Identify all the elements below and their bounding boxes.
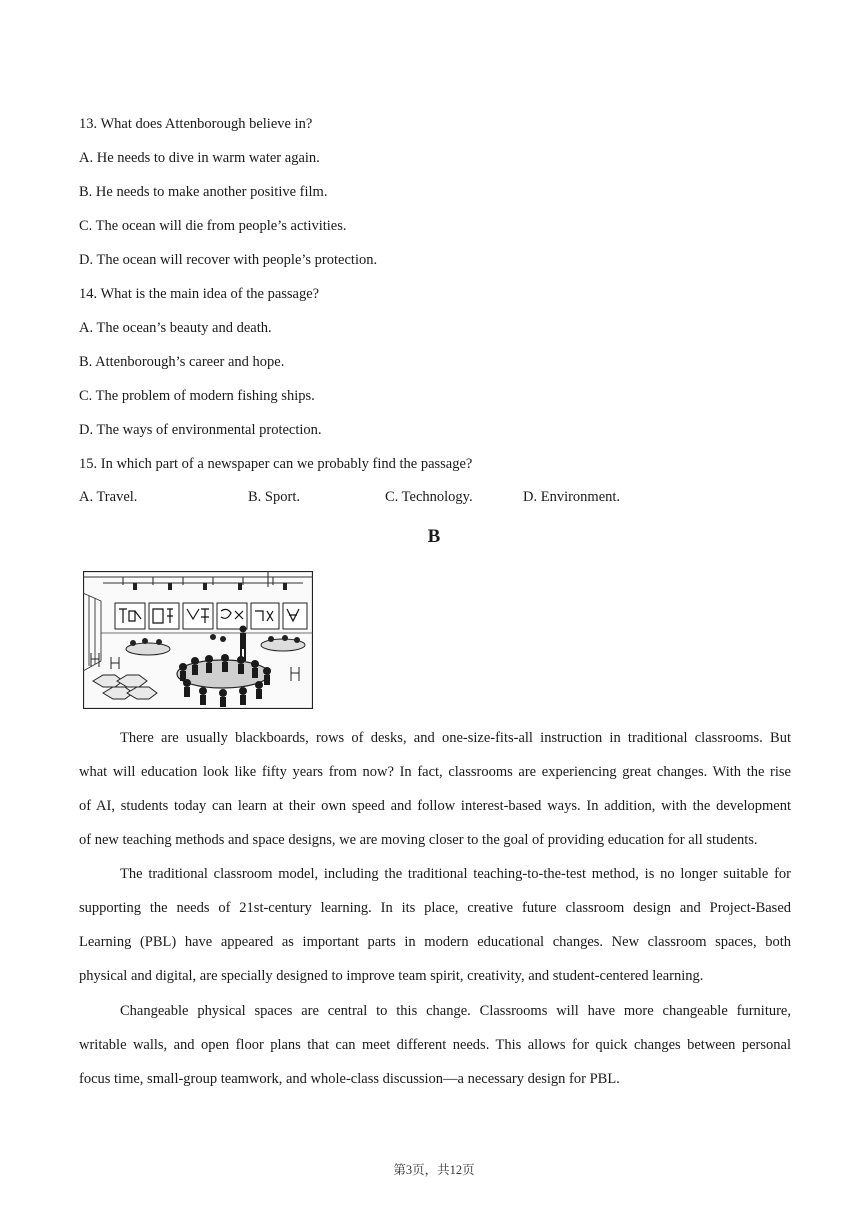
question-13-option-b: B. He needs to make another positive film. <box>79 184 328 200</box>
paragraph-1-line-3: of AI, students today can learn at their own speed and follow interest-based ways. In addition, with the development <box>79 798 791 814</box>
paragraph-2-line-1: The traditional classroom model, including the traditional teaching-to-the-test method, is no longer suitable for <box>120 866 791 882</box>
question-15-option-a: A. Travel. <box>79 489 138 505</box>
paragraph-1-line-2: what will education look like fifty years from now? In fact, classrooms are experiencing great changes. With the rise <box>79 764 791 780</box>
question-14-option-b: B. Attenborough’s career and hope. <box>79 354 285 370</box>
question-13-stem: 13. What does Attenborough believe in? <box>79 116 313 132</box>
question-14-option-a: A. The ocean’s beauty and death. <box>79 320 272 336</box>
paragraph-3-line-3: focus time, small-group teamwork, and whole-class discussion—a necessary design for PBL. <box>79 1071 620 1087</box>
question-13-option-a: A. He needs to dive in warm water again. <box>79 150 320 166</box>
paragraph-1-line-1: There are usually blackboards, rows of desks, and one-size-fits-all instruction in traditional classrooms. But <box>120 730 791 746</box>
question-15-option-b: B. Sport. <box>248 489 300 505</box>
paragraph-3-line-1: Changeable physical spaces are central to this change. Classrooms will have more changeable furniture, <box>120 1003 791 1019</box>
classroom-illustration <box>83 571 313 709</box>
section-b-heading: B <box>427 526 441 547</box>
question-13-option-d: D. The ocean will recover with people’s protection. <box>79 252 378 268</box>
question-13-option-c: C. The ocean will die from people’s activities. <box>79 218 347 234</box>
question-14-stem: 14. What is the main idea of the passage? <box>79 286 320 302</box>
paragraph-3-line-2: writable walls, and open floor plans that can meet different needs. This allows for quick changes between personal <box>79 1037 791 1053</box>
paragraph-1-line-4: of new teaching methods and space designs, we are moving closer to the goal of providing education for all students. <box>79 832 758 848</box>
paragraph-2-line-3: Learning (PBL) have appeared as important parts in modern educational changes. New classroom spaces, both <box>79 934 791 950</box>
question-15-option-c: C. Technology. <box>385 489 473 505</box>
paragraph-2-line-4: physical and digital, are specially designed to improve team spirit, creativity, and student-centered learning. <box>79 968 704 984</box>
question-15-option-d: D. Environment. <box>523 489 621 505</box>
question-15-options <box>0 489 868 507</box>
question-15-stem: 15. In which part of a newspaper can we probably find the passage? <box>79 456 473 472</box>
question-14-option-d: D. The ways of environmental protection. <box>79 422 322 438</box>
page-number-footer: 第3页，共12页 <box>393 1163 475 1177</box>
question-14-option-c: C. The problem of modern fishing ships. <box>79 388 315 404</box>
paragraph-2-line-2: supporting the needs of 21st-century learning. In its place, creative future classroom design and Project-Based <box>79 900 791 916</box>
